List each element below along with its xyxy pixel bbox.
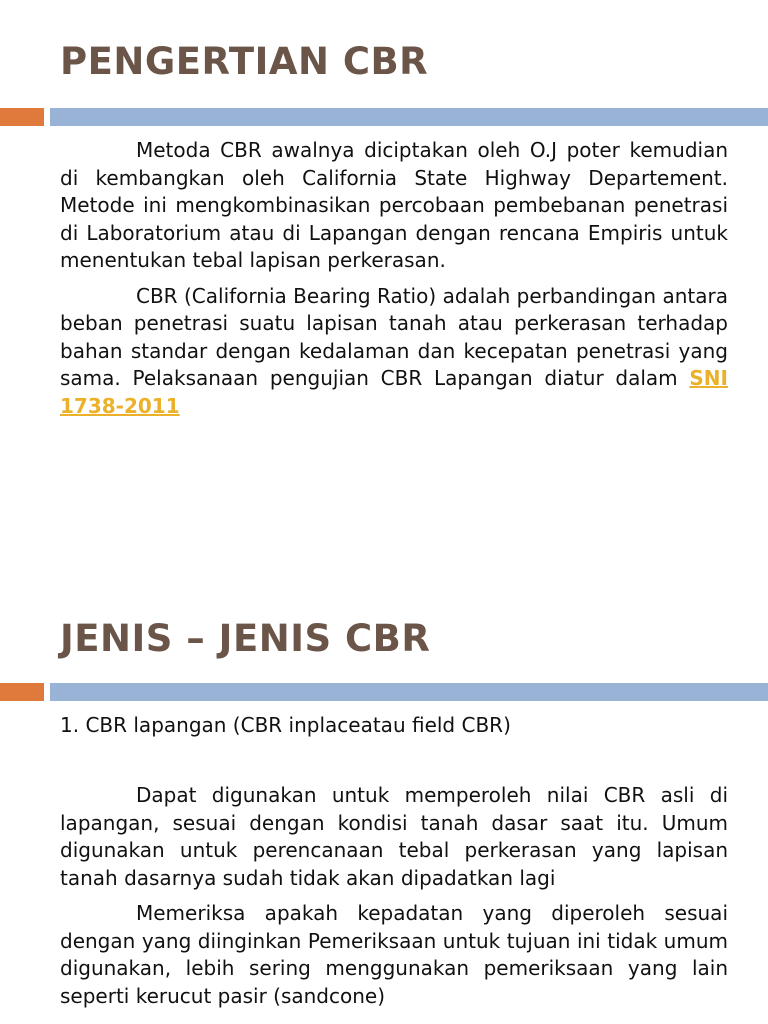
title-accent-bar <box>50 683 768 701</box>
slide-title: PENGERTIAN CBR <box>60 40 429 83</box>
title-accent-bar <box>50 108 768 126</box>
list-item-cbr-lapangan: 1. CBR lapangan (CBR inplaceatau field CBR) <box>60 713 511 737</box>
sni-link[interactable]: SNI 1738-2011 <box>60 366 728 418</box>
paragraph-usage: Dapat digunakan untuk memperoleh nilai CBR asli di lapangan, sesuai dengan kondisi tanah dasar saat itu. Umum digunakan untuk perencanaan tebal perkerasan yang lapisan tanah dasarnya sudah tidak akan dipadatkan lagi <box>60 783 728 890</box>
paragraph-cbr-definition-text: CBR (California Bearing Ratio) adalah perbandingan antara beban penetrasi suatu lapisan tanah atau perkerasan terhadap bahan standar dengan kedalaman dan kecepatan penetrasi yang sama. Pelaksanaan pengujian CBR Lapangan diatur dalam <box>60 283 728 390</box>
slide-title: JENIS – JENIS CBR <box>60 617 431 660</box>
slide-body <box>60 137 728 428</box>
title-accent-orange <box>0 683 44 701</box>
slide-body <box>60 782 728 1018</box>
slide-jenis-cbr <box>0 600 768 1024</box>
paragraph-cbr-definition <box>60 283 728 421</box>
paragraph-metoda-cbr: Metoda CBR awalnya diciptakan oleh O.J poter kemudian di kembangkan oleh California State Highway Departement. Metode ini mengkombinasikan percobaan pembebanan penetrasi di Laboratorium atau di Lapangan dengan rencana Empiris untuk menentukan tebal lapisan perkerasan. <box>60 138 728 272</box>
paragraph-check-density: Memeriksa apakah kepadatan yang diperoleh sesuai dengan yang diinginkan Pemeriksaan untuk tujuan ini tidak umum digunakan, lebih sering menggunakan pemeriksaan yang lain seperti kerucut pasir (sandcone) <box>60 901 728 1008</box>
title-accent-orange <box>0 108 44 126</box>
